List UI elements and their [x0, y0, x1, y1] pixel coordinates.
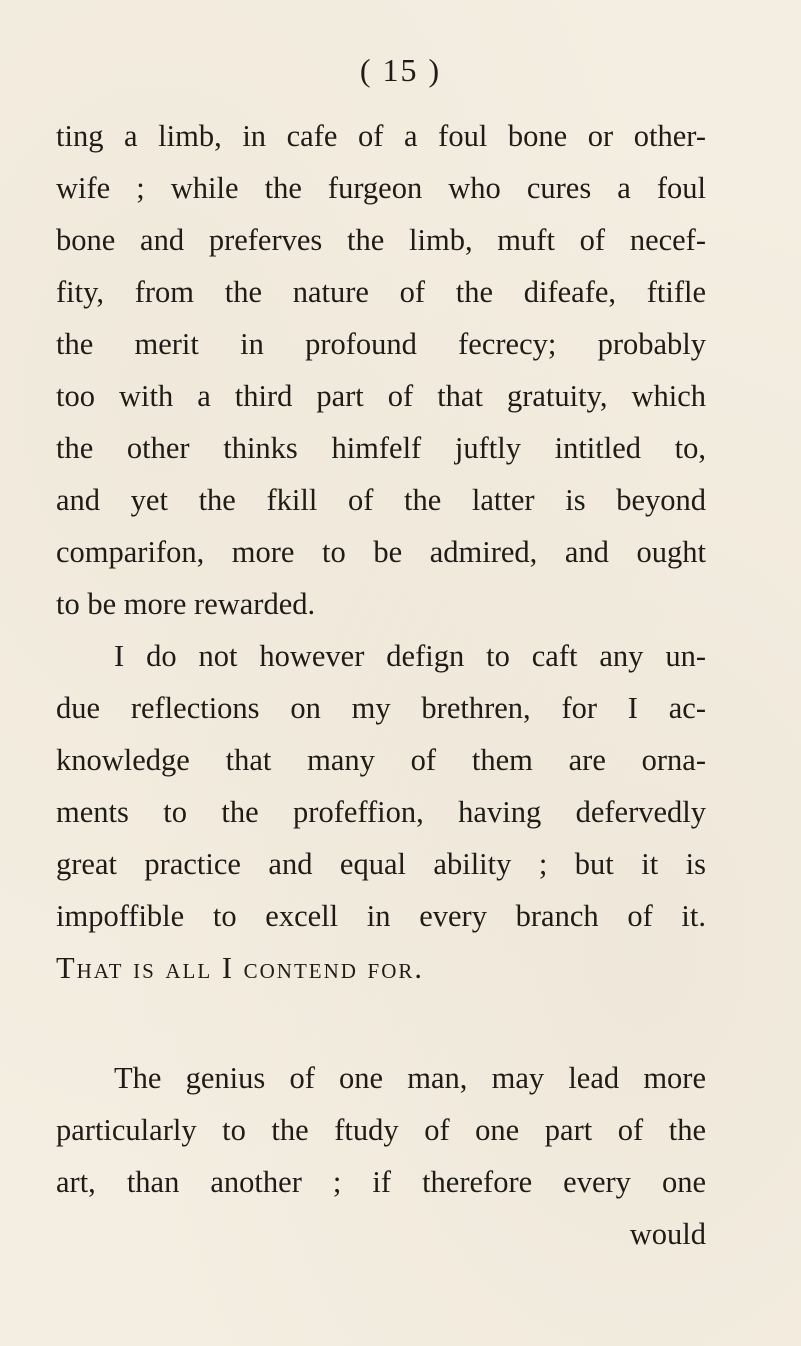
text-line: comparifon, more to be admired, and ought: [56, 535, 706, 569]
text-line: fity, from the nature of the difeafe, ftifle: [56, 275, 706, 309]
text-line: I do not however defign to caft any un-: [114, 639, 706, 673]
text-line: impoffible to excell in every branch of it.: [56, 899, 706, 933]
text-line: That is all I contend for.: [56, 951, 425, 985]
text-line: great practice and equal ability ; but it is: [56, 847, 706, 881]
text-line: and yet the fkill of the latter is beyond: [56, 483, 706, 517]
text-line: the merit in profound fecrecy; probably: [56, 327, 706, 361]
text-line: knowledge that many of them are orna-: [56, 743, 706, 777]
paragraph-3: [56, 1052, 706, 1260]
text-line: to be more rewarded.: [56, 587, 316, 621]
text-line: the other thinks himfelf juftly intitled to,: [56, 431, 706, 465]
paragraph-1: [56, 110, 706, 630]
text-line: wife ; while the furgeon who cures a foul: [56, 171, 706, 205]
text-line: art, than another ; if therefore every one: [56, 1165, 706, 1199]
paragraph-2: [56, 630, 706, 994]
text-line: ments to the profeffion, having defervedly: [56, 795, 706, 829]
text-line: ting a limb, in cafe of a foul bone or other-: [56, 119, 706, 153]
text-line: The genius of one man, may lead more: [114, 1061, 706, 1095]
text-line: due reflections on my brethren, for I ac-: [56, 691, 706, 725]
text-line: too with a third part of that gratuity, which: [56, 379, 706, 413]
page-number: ( 15 ): [359, 52, 442, 88]
text-line: particularly to the ftudy of one part of the: [56, 1113, 706, 1147]
catchword: would: [629, 1217, 706, 1251]
text-line: bone and preferves the limb, muft of necef-: [56, 223, 706, 257]
